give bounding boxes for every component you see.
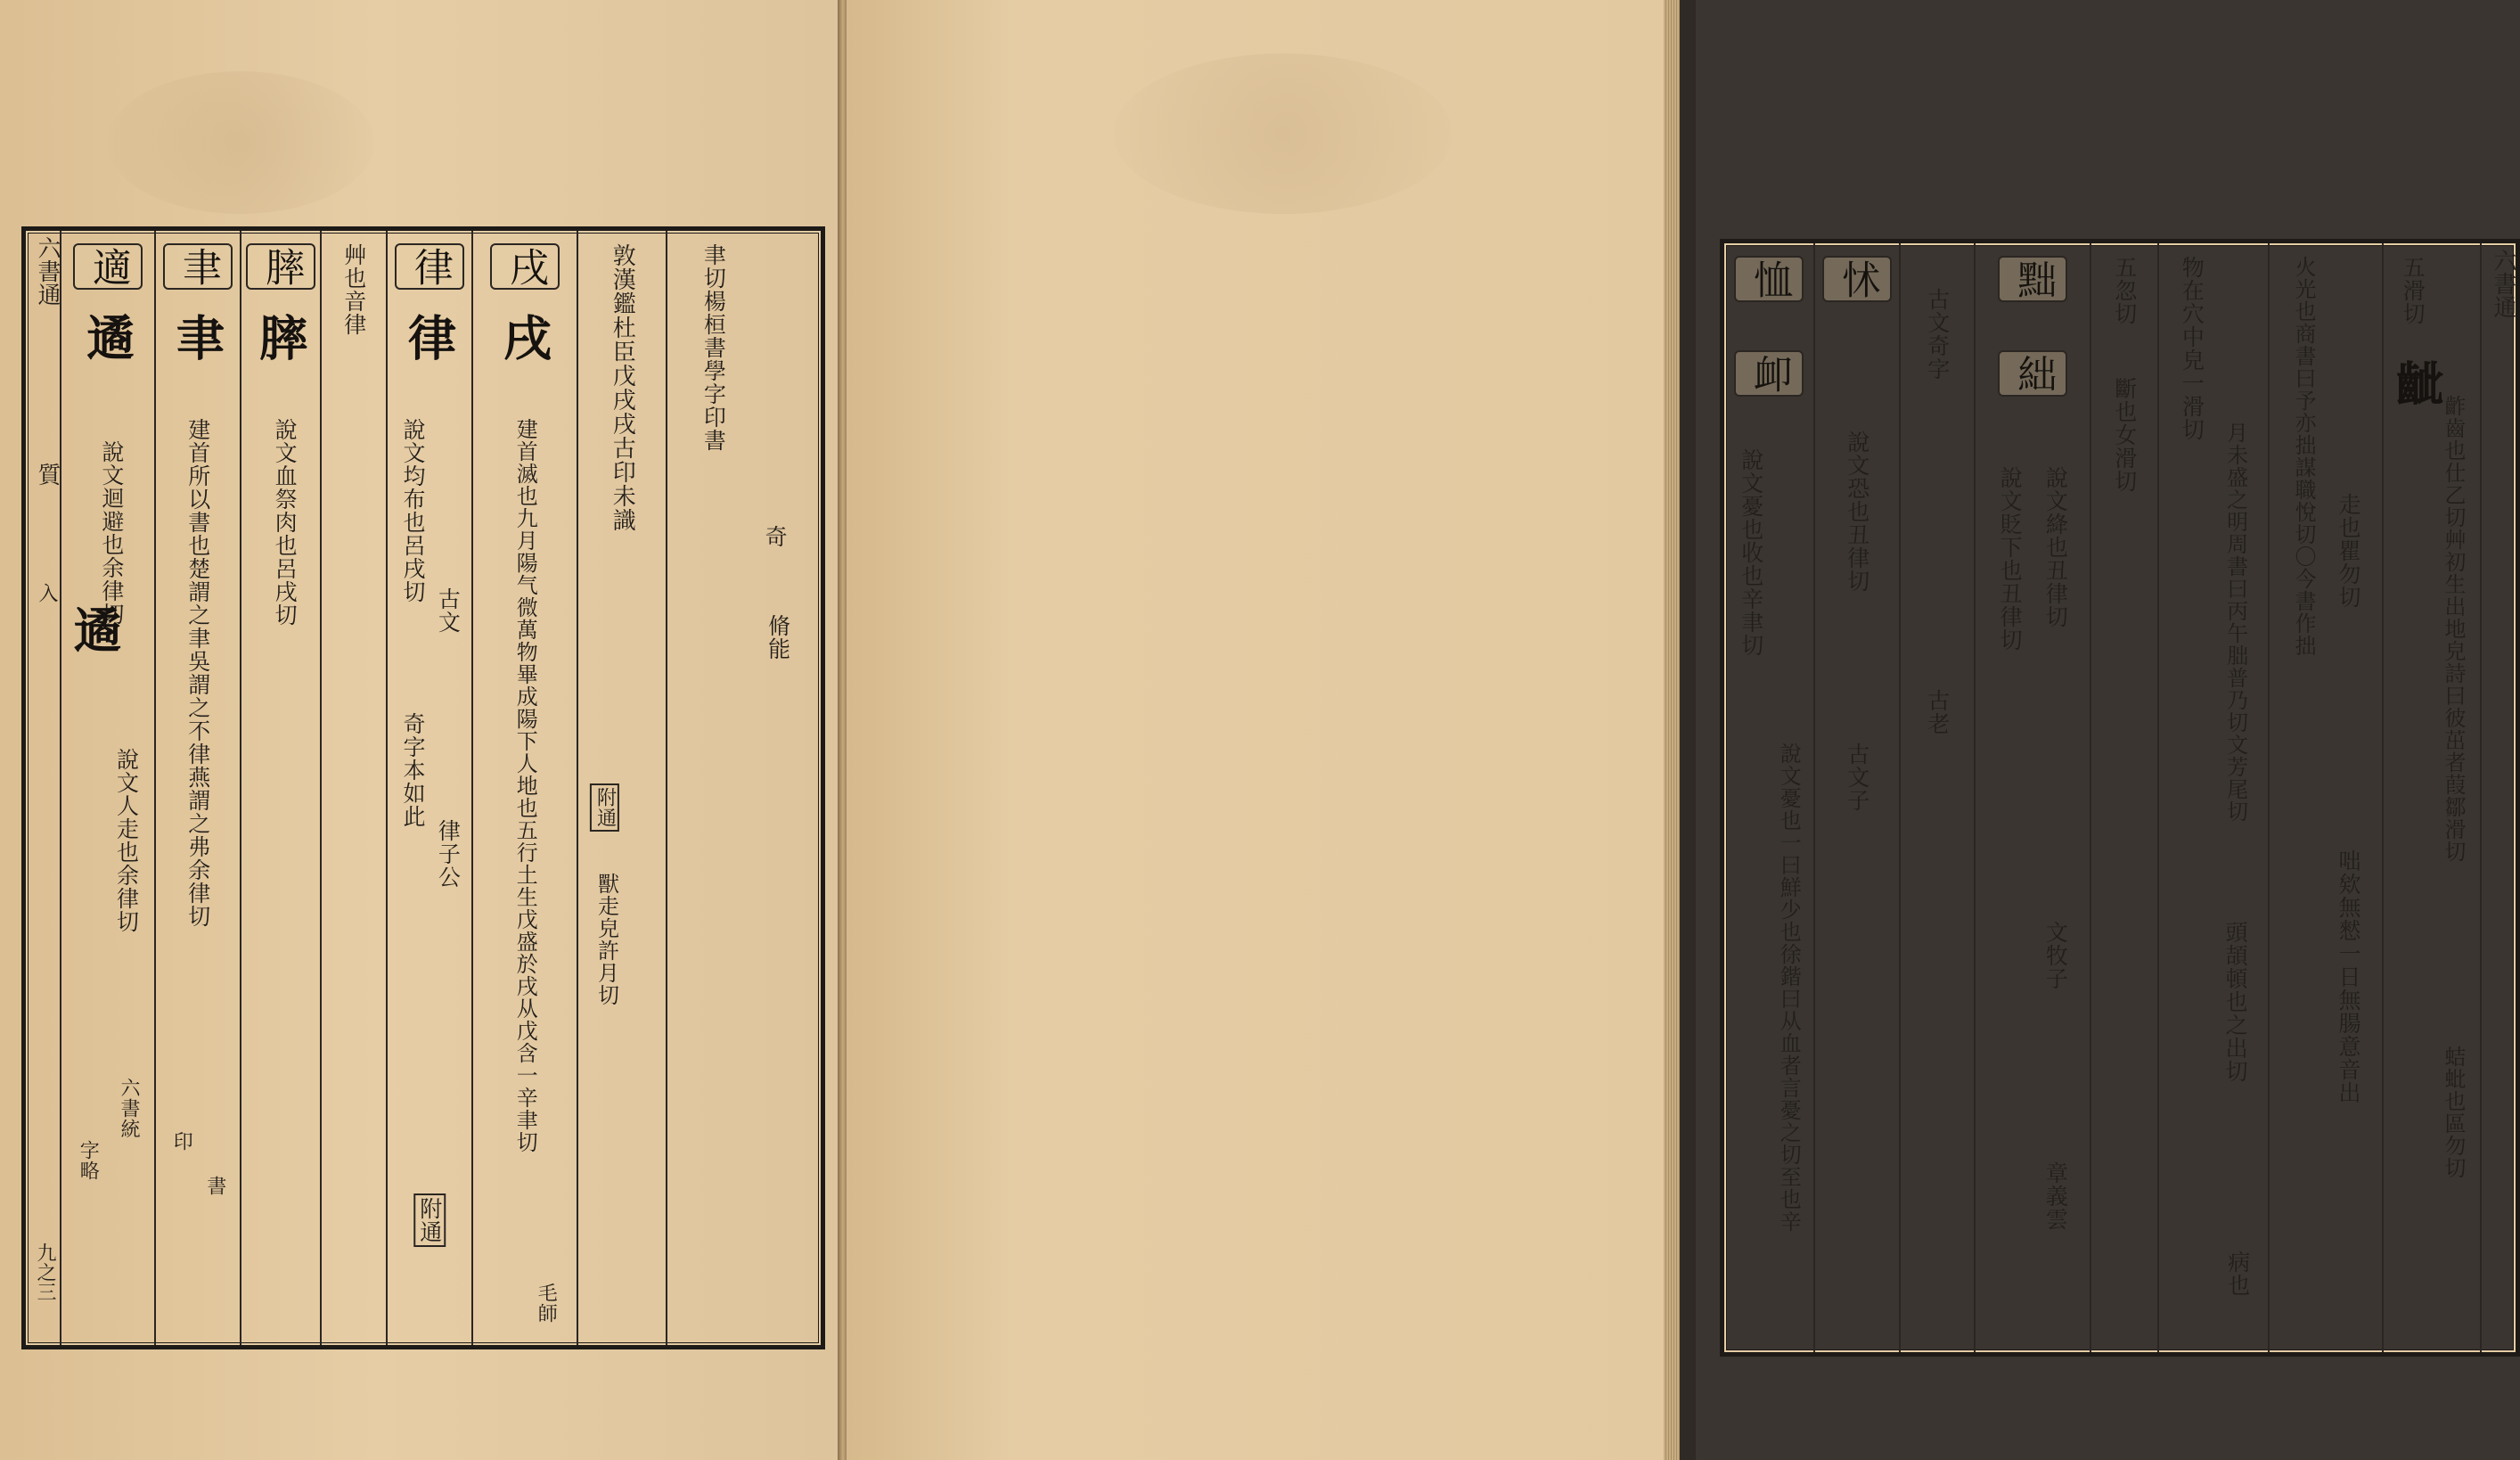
head-character: 律 xyxy=(395,243,464,290)
entry-column-r1 xyxy=(2382,243,2480,1352)
definition-text: 古文 xyxy=(435,587,462,634)
left-leaf xyxy=(0,0,839,1460)
definition-text: 說文憂也一曰鮮少也徐鍇曰从血者言憂之切至也辛 xyxy=(1776,742,1802,1233)
source-note: 脩能 xyxy=(765,614,791,660)
definition-text: 古文奇字 xyxy=(1924,288,1951,381)
entry-column-r8 xyxy=(1724,243,1813,1352)
definition-text: 火光也商書曰予亦拙謀職悅切〇今書作拙 xyxy=(2290,256,2316,657)
right-print-frame xyxy=(1720,239,2520,1357)
definition-text: 說文均布也呂戌切 xyxy=(399,418,426,603)
head-character: 絀 xyxy=(1998,350,2067,397)
definition-text: 說文恐也丑律切 xyxy=(1844,431,1870,593)
appendix-tag: 附通 xyxy=(413,1193,446,1247)
entry-column-r5 xyxy=(1974,243,2090,1352)
paper-stain xyxy=(107,71,374,214)
seal-script-glyph: 齜 xyxy=(2388,359,2446,413)
definition-text: 說文絳也丑律切 xyxy=(2042,466,2069,628)
head-character: 怵 xyxy=(1822,256,1892,302)
seal-script-glyph: 戌 xyxy=(495,313,553,366)
source-note: 文牧子 xyxy=(2042,921,2069,990)
definition-text: 斷也女滑切 xyxy=(2111,377,2138,493)
definition-text: 艸也音律 xyxy=(340,243,367,336)
entry-column-r7 xyxy=(1813,243,1899,1352)
entry-column-2 xyxy=(154,231,240,1345)
seal-script-glyph: 律 xyxy=(400,313,458,366)
source-note: 律子公 xyxy=(435,819,462,889)
source-note: 書 xyxy=(203,1176,226,1196)
entry-column-7 xyxy=(577,231,666,1345)
head-character: 卹 xyxy=(1734,350,1804,397)
definition-text: 說文人走也余律切 xyxy=(113,748,140,933)
definition-text: 說文血祭肉也呂戌切 xyxy=(272,418,299,627)
entry-column-r2 xyxy=(2268,243,2382,1352)
paper-stain xyxy=(1114,53,1452,214)
entry-column-3 xyxy=(240,231,320,1345)
tone-label: 入 xyxy=(36,583,58,603)
definition-text: 五滑切 xyxy=(2400,256,2426,325)
source-note: 奇 xyxy=(762,525,789,548)
definition-text: 說文迴避也余律切 xyxy=(98,440,125,626)
definition-text: 五忽切 xyxy=(2111,256,2138,325)
left-print-frame xyxy=(21,226,825,1349)
definition-text: 敦漢鑑杜臣戊戌戌古印未識 xyxy=(609,243,636,532)
definition-text: 病也 xyxy=(2224,1251,2251,1297)
definition-text: 蛣蚍也區勿切 xyxy=(2440,1046,2466,1179)
source-note: 毛師 xyxy=(535,1283,558,1324)
definition-text: 物在穴中皃一滑切 xyxy=(2179,256,2205,441)
definition-text: 咄欸無憖一日無腸意音出 xyxy=(2335,849,2361,1104)
entry-column-8 xyxy=(666,231,821,1345)
entry-column-r6 xyxy=(1899,243,1974,1352)
head-character: 膟 xyxy=(246,243,315,290)
head-character: 適 xyxy=(73,243,143,290)
head-character: 黜 xyxy=(1998,256,2067,302)
page-stack-edge xyxy=(1664,0,1680,1460)
source-note: 六書統 xyxy=(117,1078,140,1139)
source-note: 奇字本如此 xyxy=(399,712,426,828)
left-margin-column xyxy=(26,231,60,1345)
source-note: 章義雲 xyxy=(2042,1161,2069,1231)
entry-column-5 xyxy=(386,231,471,1345)
seal-script-glyph: 膟 xyxy=(251,313,309,366)
entry-column-r4 xyxy=(2090,243,2157,1352)
head-character: 聿 xyxy=(163,243,233,290)
head-character: 恤 xyxy=(1734,256,1804,302)
entry-column-4 xyxy=(320,231,386,1345)
appendix-tag: 附通 xyxy=(590,783,618,832)
entry-column-6 xyxy=(471,231,577,1345)
source-note: 古文子 xyxy=(1844,742,1870,812)
definition-text: 建首滅也九月陽气微萬物畢成陽下人地也五行土生戊盛於戌从戊含一辛聿切 xyxy=(512,418,538,1153)
entry-column-1 xyxy=(60,231,154,1345)
folio-number: 九之三 xyxy=(34,1243,56,1301)
definition-text: 說文貶下也丑律切 xyxy=(1997,466,2024,652)
definition-text: 說文憂也收也辛聿切 xyxy=(1738,448,1764,657)
definition-text: 建首所以書也楚謂之聿吳謂之不律燕謂之弗余律切 xyxy=(184,418,211,928)
seal-script-glyph: 聿 xyxy=(168,313,226,366)
definition-text: 艸初生出地皃詩曰彼茁者葭鄒滑切 xyxy=(2440,529,2466,863)
seal-script-glyph: 遹 xyxy=(65,605,123,659)
definition-text: 走也瞿勿切 xyxy=(2335,493,2361,609)
definition-text: 齚齒也仕乙切 xyxy=(2440,395,2466,529)
definition-text: 月未盛之明周書曰丙午朏普乃切文芳尾切 xyxy=(2222,422,2248,823)
head-character: 戌 xyxy=(490,243,560,290)
right-margin-column xyxy=(2480,243,2516,1352)
source-note: 印 xyxy=(170,1131,193,1152)
definition-text: 獸走皃許月切 xyxy=(593,873,619,1006)
rhyme-label: 質 xyxy=(34,463,61,486)
source-note: 古老 xyxy=(1924,689,1951,735)
source-note: 字略 xyxy=(77,1140,100,1181)
right-leaf xyxy=(847,0,2516,1460)
seal-script-glyph: 遹 xyxy=(78,313,136,366)
running-head: 六書通 xyxy=(2490,249,2516,318)
running-head: 六書通 xyxy=(34,236,61,306)
definition-text: 聿切楊桓書學字印書 xyxy=(700,243,727,452)
entry-column-r3 xyxy=(2157,243,2268,1352)
definition-text: 頭頡頓也之出切 xyxy=(2222,921,2249,1083)
